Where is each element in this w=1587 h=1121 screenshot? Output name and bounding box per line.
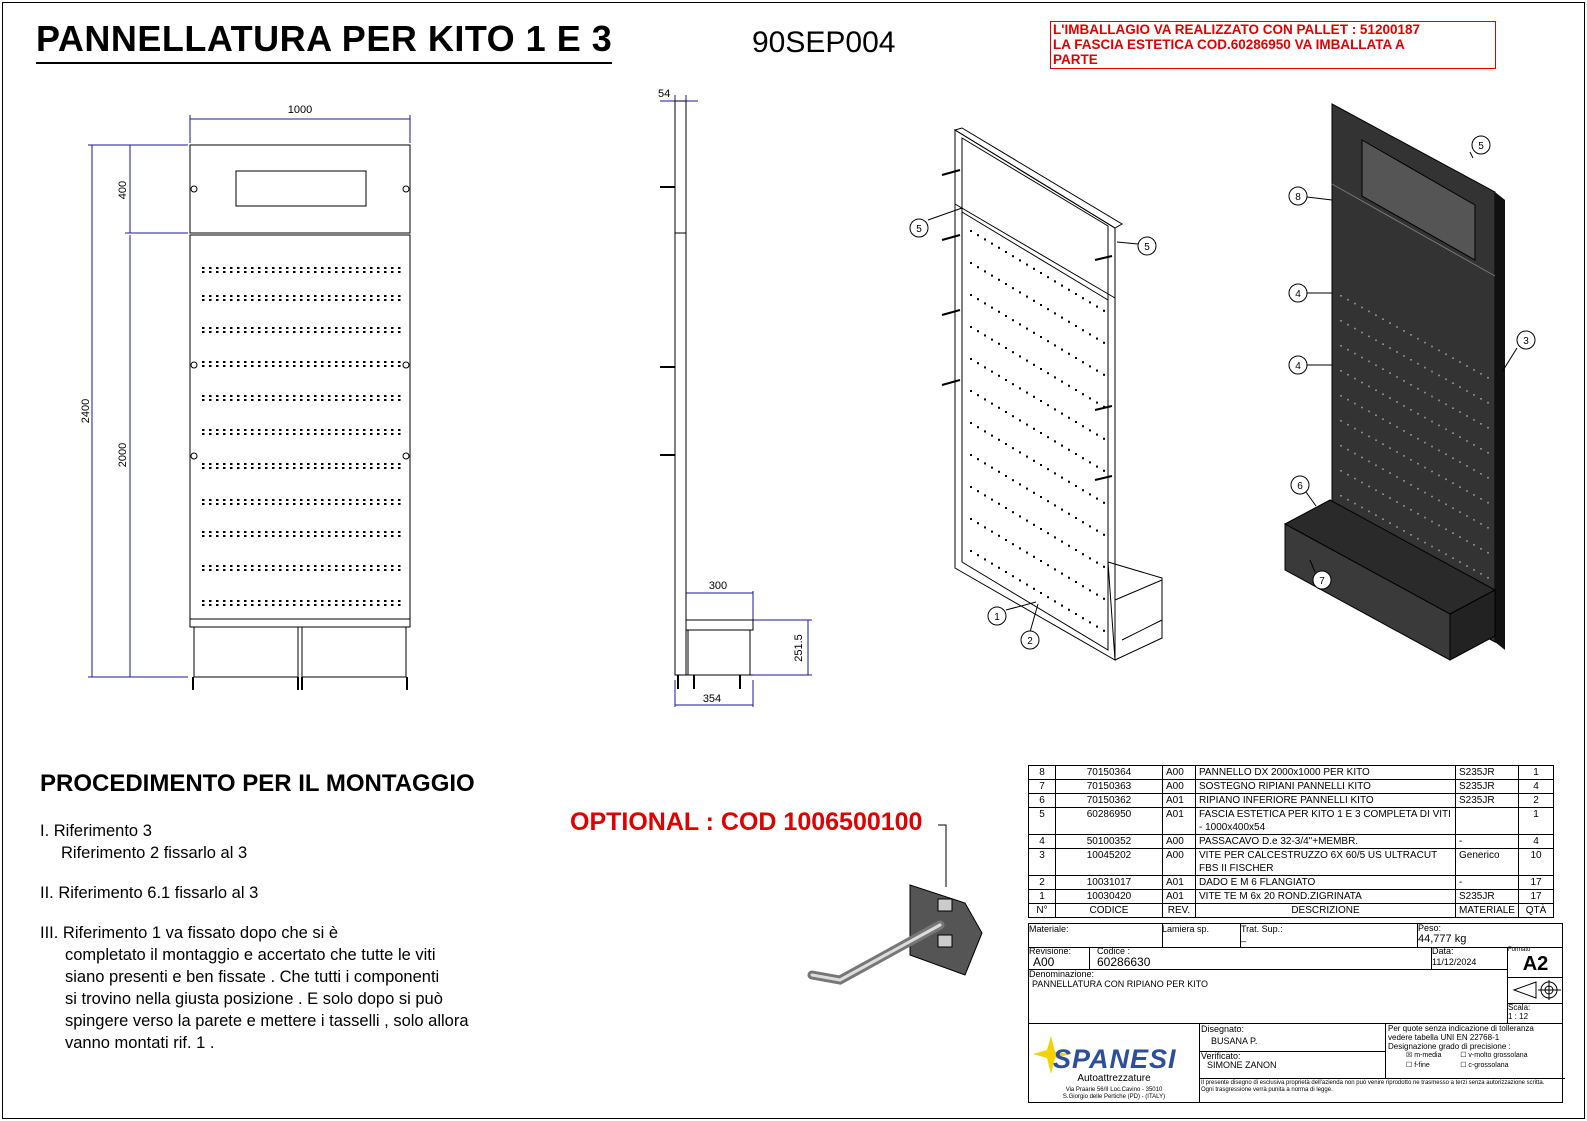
bom-cell: PANNELLO DX 2000x1000 PER KITO xyxy=(1196,766,1456,780)
callout-6: 6 xyxy=(1297,481,1303,492)
tolleranza-line: vedere tabella UNI EN 22768-1 xyxy=(1388,1033,1500,1042)
bom-cell: 1 xyxy=(1519,766,1554,780)
bom-row xyxy=(1029,780,1554,794)
bom-cell: RIPIANO INFERIORE PANNELLI KITO xyxy=(1196,794,1456,808)
scala-value: 1 : 12 xyxy=(1508,1012,1529,1021)
address-line: Via Praarie 56/II Loc.Cavino - 35010 xyxy=(1065,1087,1163,1093)
bom-cell: S235JR xyxy=(1456,766,1519,780)
callout-8: 8 xyxy=(1295,192,1301,203)
bom-cell: 10045202 xyxy=(1056,849,1163,876)
optional-hook-drawing xyxy=(800,815,990,995)
bom-cell: FASCIA ESTETICA PER KITO 1 E 3 COMPLETA DI VITI - 1000x400x54 xyxy=(1196,808,1456,835)
bom-row xyxy=(1029,876,1554,890)
bom-cell: A00 xyxy=(1163,780,1196,794)
bom-cell: 3 xyxy=(1029,849,1056,876)
bom-header-cell: CODICE xyxy=(1056,904,1163,918)
codice-label: Codice : xyxy=(1097,946,1131,956)
company-address xyxy=(1029,1087,1199,1101)
callout-2: 2 xyxy=(1027,636,1033,647)
bom-cell: A01 xyxy=(1163,794,1196,808)
bom-cell: A00 xyxy=(1163,766,1196,780)
company-logo: SPANESI xyxy=(1053,1044,1177,1074)
step-line: spingere verso la parete e mettere i tasselli , solo allora xyxy=(65,1012,469,1030)
bom-row xyxy=(1029,835,1554,849)
bom-header-cell: REV. xyxy=(1163,904,1196,918)
projection-symbol-icon xyxy=(1508,977,1563,1003)
dim-2000: 2000 xyxy=(117,442,129,468)
callout-4: 4 xyxy=(1295,289,1301,300)
bom-cell: DADO E M 6 FLANGIATO xyxy=(1196,876,1456,890)
bom-cell: A00 xyxy=(1163,849,1196,876)
callout-5: 5 xyxy=(1144,242,1150,253)
bom-cell: 10 xyxy=(1519,849,1554,876)
bom-cell: A01 xyxy=(1163,808,1196,835)
drawing-title: PANNELLATURA PER KITO 1 E 3 xyxy=(36,18,612,64)
bom-cell: Generico xyxy=(1456,849,1519,876)
scala-label: Scala: xyxy=(1508,1003,1531,1012)
step-2 xyxy=(40,882,560,904)
tolleranza-line: Designazione grado di precisione : xyxy=(1388,1042,1511,1051)
note-line: PARTE xyxy=(1053,52,1098,67)
lamiera-label: Lamiera sp. xyxy=(1162,924,1210,934)
bom-cell: 1 xyxy=(1029,890,1056,904)
bom-cell: - xyxy=(1456,835,1519,849)
bom-cell: 70150364 xyxy=(1056,766,1163,780)
step-3 xyxy=(40,922,560,1054)
trat-label: Trat. Sup.: xyxy=(1241,924,1283,934)
note-line: LA FASCIA ESTETICA COD.60286950 VA IMBALLATA A xyxy=(1053,37,1405,52)
disegnato-label: Disegnato: xyxy=(1201,1024,1245,1034)
legal-line: Ogni trasgressione verrà punita a norma di legge. xyxy=(1201,1087,1333,1093)
bom-cell: - xyxy=(1456,876,1519,890)
dim-400: 400 xyxy=(117,180,129,200)
materiale-label: Materiale: xyxy=(1029,924,1069,934)
step-line: II. Riferimento 6.1 fissarlo al 3 xyxy=(40,884,259,902)
tolleranza-line: Per quote senza indicazione di tolleranza xyxy=(1388,1024,1534,1033)
bom-cell: 10030420 xyxy=(1056,890,1163,904)
denominazione-value: PANNELLATURA CON RIPIANO PER KITO xyxy=(1032,979,1209,989)
bom-header-cell: MATERIALE xyxy=(1456,904,1519,918)
bom-cell: 6 xyxy=(1029,794,1056,808)
bom-cell: 50100352 xyxy=(1056,835,1163,849)
grado-label: f-fine xyxy=(1414,1062,1430,1069)
bom-cell: S235JR xyxy=(1456,780,1519,794)
note-line: L'IMBALLAGIO VA REALIZZATO CON PALLET : 51200187 xyxy=(1053,22,1420,37)
address-line: S.Giorgio delle Pertiche (PD) - (ITALY) xyxy=(1062,1094,1166,1100)
peso-value: 44,777 kg xyxy=(1418,933,1467,945)
callout-5: 5 xyxy=(916,224,922,235)
bom-row xyxy=(1029,849,1554,876)
legal-notice xyxy=(1201,1080,1559,1094)
bom-header-cell: N° xyxy=(1029,904,1056,918)
iso-view-solid xyxy=(1270,100,1570,670)
step-1 xyxy=(40,820,560,864)
bom-cell: 70150362 xyxy=(1056,794,1163,808)
bill-of-materials xyxy=(1028,765,1554,918)
procedure-steps xyxy=(40,820,560,1054)
bom-cell: VITE PER CALCESTRUZZO 6X 60/5 US ULTRACUT FBS II FISCHER xyxy=(1196,849,1456,876)
bom-row xyxy=(1029,890,1554,904)
bom-cell: 4 xyxy=(1519,835,1554,849)
verificato-value: SIMONE ZANON xyxy=(1207,1060,1277,1070)
optional-code: OPTIONAL : COD 1006500100 xyxy=(570,808,923,836)
bom-cell: 2 xyxy=(1029,876,1056,890)
step-line: III. Riferimento 1 va fissato dopo che si è xyxy=(40,924,339,942)
grado-checkbox-m[interactable]: ☒ xyxy=(1406,1052,1413,1059)
bom-row xyxy=(1029,766,1554,780)
grado-checkbox-v[interactable]: ☐ xyxy=(1460,1052,1467,1059)
iso-view-frame xyxy=(900,120,1180,680)
bom-cell: 1 xyxy=(1519,808,1554,835)
front-view xyxy=(80,95,430,695)
peso-label: Peso: xyxy=(1418,923,1442,933)
step-line: Riferimento 2 fissarlo al 3 xyxy=(61,844,248,862)
company-sub: Autoattrezzature xyxy=(1077,1073,1151,1084)
bom-cell: A01 xyxy=(1163,890,1196,904)
bom-cell: A00 xyxy=(1163,835,1196,849)
bom-cell: S235JR xyxy=(1456,890,1519,904)
bom-cell: 17 xyxy=(1519,876,1554,890)
denominazione-label: Denominazione: xyxy=(1029,969,1095,979)
drawing-code: 90SEP004 xyxy=(752,26,896,59)
dim-width: 1000 xyxy=(287,104,313,116)
formato-value: A2 xyxy=(1522,953,1549,975)
dim-300: 300 xyxy=(708,580,728,592)
bom-cell: VITE TE M 6x 20 ROND.ZIGRINATA xyxy=(1196,890,1456,904)
step-line: completato il montaggio e accertato che tutte le viti xyxy=(65,946,436,964)
revisione-label: Revisione: xyxy=(1029,946,1072,956)
bom-row xyxy=(1029,808,1554,835)
legal-line: Il presente disegno di esclusiva proprietà dell'azienda non può venire riprodotto ne trasmesso a terzi senza autorizzazione scritta. xyxy=(1201,1080,1545,1086)
grado-label: c-grossolana xyxy=(1468,1062,1509,1069)
bom-cell: 17 xyxy=(1519,890,1554,904)
bom-cell: 70150363 xyxy=(1056,780,1163,794)
step-line: I. Riferimento 3 xyxy=(40,822,152,840)
bom-cell: 7 xyxy=(1029,780,1056,794)
callout-5: 5 xyxy=(1478,141,1484,152)
bom-cell: 4 xyxy=(1519,780,1554,794)
callout-3: 3 xyxy=(1523,336,1529,347)
step-line: si trovino nella giusta posizione . E solo dopo si può xyxy=(65,990,443,1008)
bom-header xyxy=(1029,904,1554,918)
verificato-label: Verificato: xyxy=(1201,1051,1241,1061)
packaging-note xyxy=(1050,21,1496,69)
grado-label: m-media xyxy=(1414,1052,1442,1059)
step-line: siano presenti e ben fissate . Che tutti i componenti xyxy=(65,968,440,986)
grado-checkbox-c[interactable]: ☐ xyxy=(1460,1062,1467,1069)
bom-header-cell: DESCRIZIONE xyxy=(1196,904,1456,918)
bom-row xyxy=(1029,794,1554,808)
trat-value: _ xyxy=(1241,932,1247,942)
grado-checkbox-f[interactable]: ☐ xyxy=(1406,1062,1413,1069)
title-block xyxy=(1028,923,1563,1103)
bom-cell: 8 xyxy=(1029,766,1056,780)
bom-cell: SOSTEGNO RIPIANI PANNELLI KITO xyxy=(1196,780,1456,794)
dim-54: 54 xyxy=(658,88,671,100)
callout-1: 1 xyxy=(994,612,1000,623)
disegnato-value: BUSANA P. xyxy=(1211,1036,1258,1046)
bom-cell xyxy=(1456,808,1519,835)
callout-4: 4 xyxy=(1295,361,1301,372)
data-value: 11/12/2024 xyxy=(1432,957,1477,967)
bom-cell: 4 xyxy=(1029,835,1056,849)
data-label: Data: xyxy=(1432,946,1454,956)
revisione-value: A00 xyxy=(1033,955,1055,969)
bom-cell: 60286950 xyxy=(1056,808,1163,835)
dim-251-5: 251.5 xyxy=(793,634,805,662)
bom-cell: 10031017 xyxy=(1056,876,1163,890)
step-line: vanno montati rif. 1 . xyxy=(65,1034,215,1052)
bom-cell: A01 xyxy=(1163,876,1196,890)
bom-header-cell: QTÀ xyxy=(1519,904,1554,918)
dim-2400: 2400 xyxy=(80,398,92,424)
bom-cell: S235JR xyxy=(1456,794,1519,808)
bom-cell: PASSACAVO D.e 32-3/4"+MEMBR. xyxy=(1196,835,1456,849)
procedure-title: PROCEDIMENTO PER IL MONTAGGIO xyxy=(40,770,475,797)
dim-354: 354 xyxy=(702,693,722,705)
bom-cell: 5 xyxy=(1029,808,1056,835)
bom-cell: 2 xyxy=(1519,794,1554,808)
grado-label: v-molto grossolana xyxy=(1468,1052,1528,1059)
formato-label: Formato xyxy=(1508,947,1531,953)
side-view xyxy=(650,85,830,715)
callout-7: 7 xyxy=(1319,576,1325,587)
codice-value: 60286630 xyxy=(1097,955,1151,969)
